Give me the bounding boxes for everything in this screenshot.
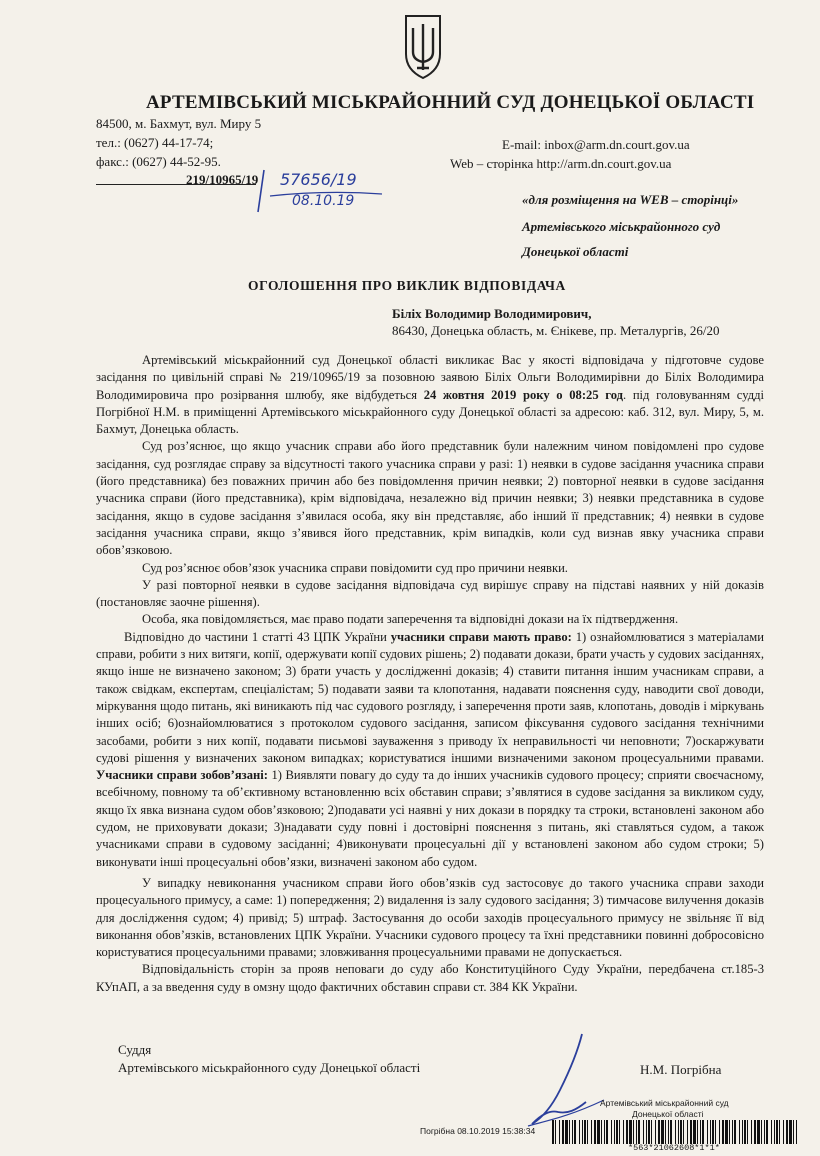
court-phone: тел.: (0627) 44-17-74; xyxy=(96,135,214,150)
paragraph-liability: Відповідальність сторін за прояв неповаги до суду або Конституційного Суду України, передбачена ст.185-3 КУпАП, а за введення суду в омзну щодо фактичних обставин справи ст. 384 КК України. xyxy=(96,962,764,994)
web-note-region: Донецької області xyxy=(522,244,629,259)
judge-name: Н.М. Погрібна xyxy=(640,1062,722,1077)
stamp-timestamp: Погрібна 08.10.2019 15:38:34 xyxy=(420,1126,536,1136)
web-note-court: Артемівського міськрайонного суд xyxy=(522,219,721,234)
hearing-datetime: 24 жовтня 2019 року о 08:25 год xyxy=(423,387,624,402)
paragraph-notify-duty: Суд роз’яснює обов’язок учасника справи повідомити суд про причини неявки. xyxy=(142,560,568,575)
signature-title: Суддя xyxy=(118,1042,152,1057)
case-number: 219/10965/19 xyxy=(186,172,259,187)
handwritten-outgoing-number: 57656/19 xyxy=(280,170,357,189)
rights-heading: учасники справи мають право: xyxy=(390,629,572,644)
court-email: E-mail: inbox@arm.dn.court.gov.ua xyxy=(502,137,690,152)
trident-emblem-icon xyxy=(398,12,448,82)
paragraph-objection-right: Особа, яка повідомляється, має право подати заперечення та відповідні докази на їх підтвердження. xyxy=(142,612,679,627)
stamp-court-line2: Донецької області xyxy=(632,1109,704,1119)
web-publication-note: «для розміщення на WEB – сторінці» xyxy=(522,192,739,207)
paragraph-rights-duties: Відповідно до частини 1 статті 43 ЦПК України учасники справи мають право: 1) ознайомлюватися з матеріалами справи, робити з них витяги, копії, одержувати копії судових рішень; 2) подавати докази, брати участь у судових засіданнях, якщо інше не визначено законом; 3) брати участь у дослідженні доказів; 4) ставити питання іншим учасникам справи, а також свідкам, експертам, спеціалістам; 5) подавати заяви та клопотання, надавати пояснення суду, наводити свої доводи, міркування щодо питань, які виникають під час судового розгляду, і заперечення проти заяв, клопотань, доводів і міркувань інших осіб; 6)ознайомлюватися з протоколом судового засідання, записом фіксування судового засідання технічними засобами, робити з них копії, подавати письмові зауваження з приводу їх неправильності чи неповноти; 7)оскаржувати судові рішення у визначених законом випадках; користуватися іншими визначеними законом процесуальними правами. Учасники справи зобов’язані: 1) Виявляти повагу до суду та до інших учасників судового процесу; сприяти своєчасному, всебічному, повному та об’єктивному встановленню всіх обставин справи; з’являтися в судове засідання за викликом суду, якщо їх явка визнана судом обов’язковою; 2)подавати усі наявні у них докази в порядку та строки, встановлені законом або судом, не приховувати докази; 3)надавати суду повні і достовірні пояснення з питань, які ставляться судом, а також учасниками справи в судовому засіданні; 4)виконувати процесуальні дії у встановлені законом або судом строки; 5) виконувати інші процесуальні обов’язки, визначені законом або судом. xyxy=(96,629,764,869)
court-address: 84500, м. Бахмут, вул. Миру 5 xyxy=(96,116,262,131)
barcode-number: *563*21062608*1*1* xyxy=(628,1143,720,1153)
paragraph-repeat-absence: У разі повторної неявки в судове засідання відповідача суд вирішує справу на підставі наявних у ній доказів (постановляє заочне рішення). xyxy=(96,577,764,610)
handwritten-date: 08.10.19 xyxy=(292,193,355,209)
stamp-court-line1: Артемівський міськрайонний суд xyxy=(600,1098,729,1108)
court-website: Web – сторінка http://arm.dn.court.gov.ua xyxy=(450,156,672,171)
duties-heading: Учасники справи зобов’язані: xyxy=(96,768,268,783)
paragraph-absence-rules: Суд роз’яснює, що якщо учасник справи або його представник були належним чином повідомлені про судове засідання, суд розглядає справу за відсутності такого учасника справи у разі: 1) неявки в судове засідання учасника справи (його представника) без поважних причин або без повідомлення причин неявки; 2) повторної неявки в судове засідання учасника справи (його представника), крім відповідача, незалежно від причин неявки; 3) неявки представника в судове засідання, якщо в судове засідання з’явилася особа, яку він представляє, або інший її представник; 4) неявки в судове засідання учасника справи, якщо з’явився його представник, крім випадків, коли суд визнав явку учасника справи обов’язковою. xyxy=(96,439,764,558)
recipient-address: 86430, Донецька область, м. Єнікеве, пр. Металургів, 26/20 xyxy=(392,323,720,338)
document-title: ОГОЛОШЕННЯ ПРО ВИКЛИК ВІДПОВІДАЧА xyxy=(248,278,566,293)
court-fax: факс.: (0627) 44-52-95. xyxy=(96,154,221,169)
paragraph-summons: Артемівський міськрайонний суд Донецької області викликає Вас у якості відповідача у підготовче судове засідання по цивільній справі № 219/10965/19 за позовною заявою Біліх Ольги Володимирівни до Біліх Володимира Володимировича про розірвання шлюбу, яке відбудеться 24 жовтня 2019 року о 08:25 год. під головуванням судді Погрібної Н.М. в приміщенні Артемівського міськрайонного суду Донецької області за адресою: каб. 312, вул. Миру, 5, м. Бахмут, Донецька область. xyxy=(96,353,765,437)
signature-court: Артемівського міськрайонного суду Донецької області xyxy=(118,1060,421,1075)
barcode-icon xyxy=(552,1120,800,1144)
notice-body xyxy=(96,352,764,996)
court-title: АРТЕМІВСЬКИЙ МІСЬКРАЙОННИЙ СУД ДОНЕЦЬКОЇ ОБЛАСТІ xyxy=(146,92,755,113)
paragraph-coercion: У випадку невиконання учасником справи його обов’язків суд застосовує до такого учасника справи заходи процесуального примусу, а саме: 1) попередження; 2) видалення із залу судового засідання; 3) тимчасове вилучення доказів для дослідження судом; 4) привід; 5) штраф. Застосування до особи заходів процесуального примусу не звільняє її від виконання обов’язків, встановлених ЦПК України. Учасники судового процесу та їхні представники повинні добросовісно користуватися процесуальними правами; зловживання процесуальними правами не допускається. xyxy=(96,875,764,960)
handwritten-signature-icon xyxy=(520,1030,610,1130)
recipient-name: Біліх Володимир Володимирович, xyxy=(392,306,592,321)
